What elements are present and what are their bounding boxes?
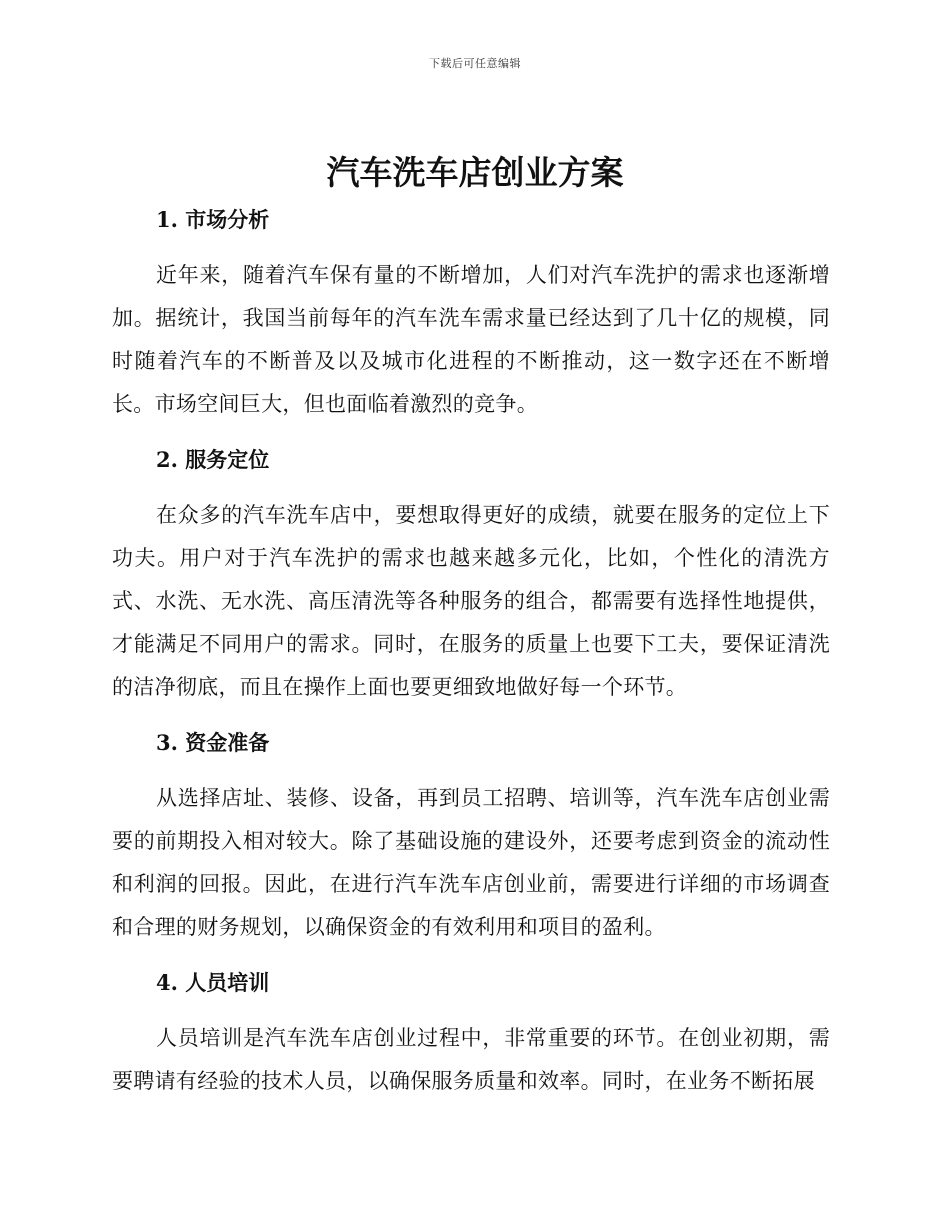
section-paragraph: 人员培训是汽车洗车店创业过程中，非常重要的环节。在创业初期，需要聘请有经验的技术人员，以确保服务质量和效率。同时，在业务不断拓展 bbox=[112, 1026, 830, 1093]
section-paragraph: 从选择店址、装修、设备，再到员工招聘、培训等，汽车洗车店创业需要的前期投入相对较大。除了基础设施的建设外，还要考虑到资金的流动性和利润的回报。因此，在进行汽车洗车店创业前，需要进行详细的市场调查和合理的财务规划，以确保资金的有效利用和项目的盈利。 bbox=[112, 786, 830, 939]
section-paragraph: 在众多的汽车洗车店中，要想取得更好的成绩，就要在服务的定位上下功夫。用户对于汽车洗护的需求也越来越多元化，比如，个性化的清洗方式、水洗、无水洗、高压清洗等各种服务的组合，都需要有选择性地提供，才能满足不同用户的需求。同时，在服务的质量上也要下工夫，要保证清洗的洁净彻底，而且在操作上面也要更细致地做好每一个环节。 bbox=[112, 503, 830, 699]
section-paragraph: 近年来，随着汽车保有量的不断增加，人们对汽车洗护的需求也逐渐增加。据统计，我国当前每年的汽车洗车需求量已经达到了几十亿的规模，同时随着汽车的不断普及以及城市化进程的不断推动，这一数字还在不断增长。市场空间巨大，但也面临着激烈的竞争。 bbox=[112, 263, 830, 416]
section-heading: 3. 资金准备 bbox=[156, 730, 270, 755]
section-service-positioning bbox=[112, 440, 830, 709]
document-body bbox=[112, 200, 830, 1117]
section-heading: 2. 服务定位 bbox=[156, 447, 270, 472]
section-funding-preparation bbox=[112, 723, 830, 949]
section-market-analysis bbox=[112, 200, 830, 426]
document-title: 汽车洗车店创业方案 bbox=[326, 153, 624, 192]
header-note: 下载后可任意编辑 bbox=[429, 57, 521, 70]
section-heading: 4. 人员培训 bbox=[156, 970, 270, 995]
section-staff-training bbox=[112, 963, 830, 1103]
section-heading: 1. 市场分析 bbox=[156, 207, 270, 232]
